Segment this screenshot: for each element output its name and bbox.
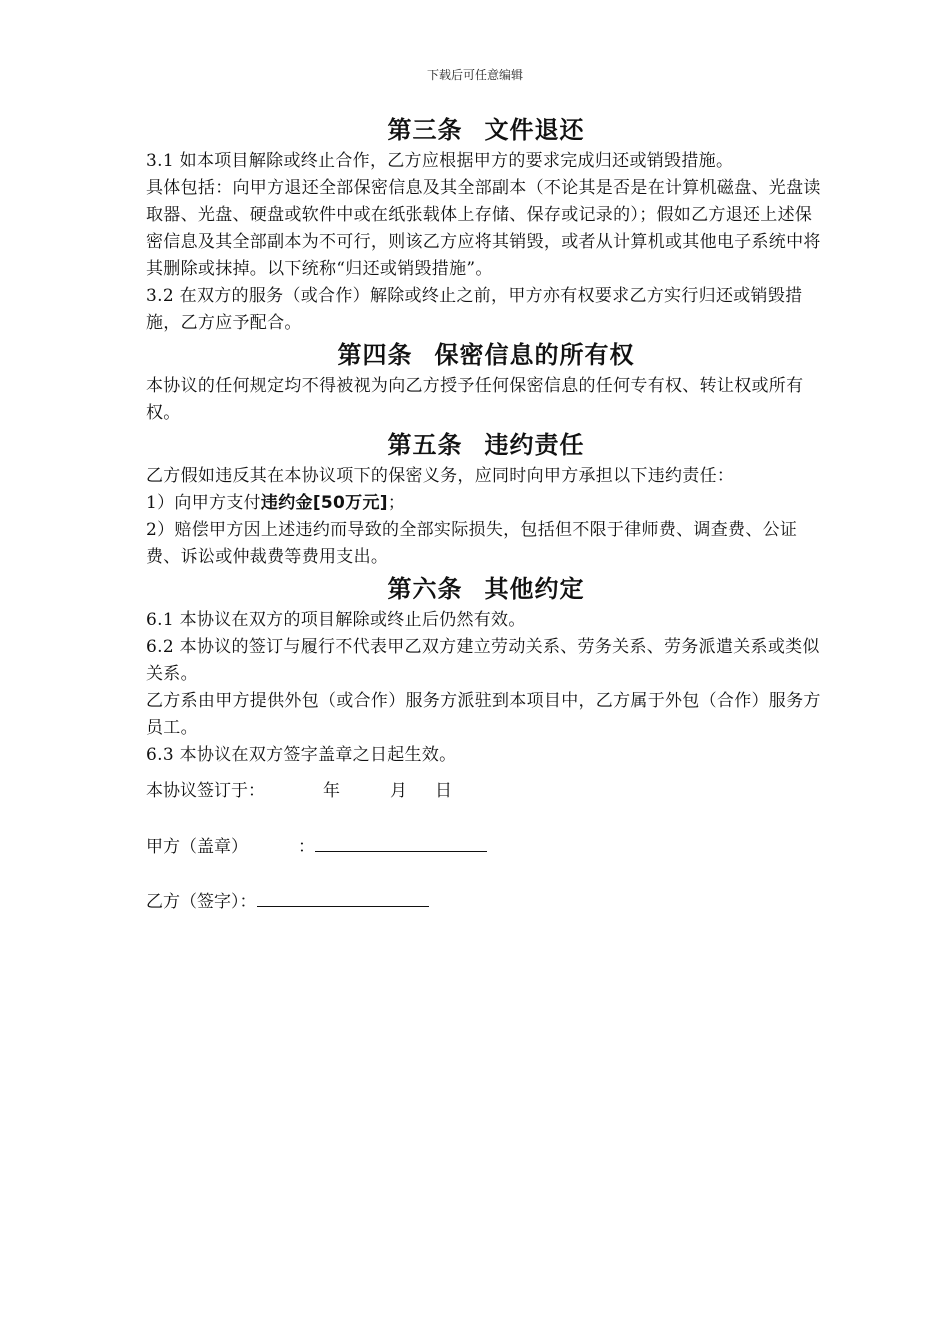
paragraph: 3.2 在双方的服务（或合作）解除或终止之前，甲方亦有权要求乙方实行归还或销毁措施，乙方应予配合。 bbox=[146, 286, 803, 333]
party-a-row bbox=[146, 833, 487, 861]
section-number: 第四条 bbox=[337, 340, 413, 369]
party-a-signature-line[interactable] bbox=[315, 833, 487, 852]
section-heading bbox=[146, 112, 826, 148]
paragraph: 6.1 本协议在双方的项目解除或终止后仍然有效。 bbox=[146, 610, 526, 630]
paragraph: 本协议的任何规定均不得被视为向乙方授予任何保密信息的任何专有权、转让权或所有权。 bbox=[146, 376, 804, 423]
signing-date-row bbox=[146, 778, 452, 805]
penalty-amount: 违约金[50万元] bbox=[260, 493, 388, 513]
paragraph: 6.2 本协议的签订与履行不代表甲乙双方建立劳动关系、劳务关系、劳务派遣关系或类似关系。 bbox=[146, 637, 820, 684]
section-heading bbox=[146, 427, 826, 463]
section-number: 第五条 bbox=[387, 430, 463, 459]
header-note: 下载后可任意编辑 bbox=[426, 68, 523, 82]
party-b-row bbox=[146, 888, 429, 916]
list-item: 2）赔偿甲方因上述违约而导致的全部实际损失，包括但不限于律师费、调查费、公证费、诉讼或仲裁费等费用支出。 bbox=[146, 520, 798, 567]
section-number: 第六条 bbox=[387, 574, 463, 603]
party-b-signature-line[interactable] bbox=[257, 888, 429, 907]
section-title: 保密信息的所有权 bbox=[434, 340, 635, 369]
section-number: 第三条 bbox=[387, 115, 463, 144]
section-heading bbox=[146, 571, 826, 607]
item-prefix: 1）向甲方支付 bbox=[146, 493, 261, 513]
paragraph: 具体包括：向甲方退还全部保密信息及其全部副本（不论其是否是在计算机磁盘、光盘读取器、光盘、硬盘或软件中或在纸张载体上存储、保存或记录的）；假如乙方退还上述保密信息及其全部副本为不可行，则该乙方应将其销毁，或者从计算机或其他电子系统中将其删除或抹掉。以下统称“归还或销毁措施”。 bbox=[146, 178, 821, 279]
date-label: 本协议签订于： bbox=[146, 781, 265, 801]
paragraph: 乙方假如违反其在本协议项下的保密义务，应同时向甲方承担以下违约责任： bbox=[146, 466, 735, 486]
party-a-label: 甲方（盖章） bbox=[146, 837, 248, 857]
item-suffix: ； bbox=[387, 493, 406, 513]
document-body bbox=[146, 112, 826, 769]
paragraph: 3.1 如本项目解除或终止合作，乙方应根据甲方的要求完成归还或销毁措施。 bbox=[146, 151, 734, 171]
list-item bbox=[146, 490, 826, 517]
party-b-label: 乙方（签字）： bbox=[146, 892, 257, 912]
paragraph: 6.3 本协议在双方签字盖章之日起生效。 bbox=[146, 745, 457, 765]
party-a-colon: ： bbox=[298, 837, 315, 857]
month-label: 月 bbox=[390, 781, 407, 801]
day-label: 日 bbox=[435, 781, 452, 801]
paragraph: 乙方系由甲方提供外包（或合作）服务方派驻到本项目中，乙方属于外包（合作）服务方员工。 bbox=[146, 691, 821, 738]
year-label: 年 bbox=[323, 781, 340, 801]
section-title: 违约责任 bbox=[484, 430, 585, 459]
section-heading bbox=[146, 337, 826, 373]
section-title: 文件退还 bbox=[484, 115, 585, 144]
section-title: 其他约定 bbox=[484, 574, 585, 603]
